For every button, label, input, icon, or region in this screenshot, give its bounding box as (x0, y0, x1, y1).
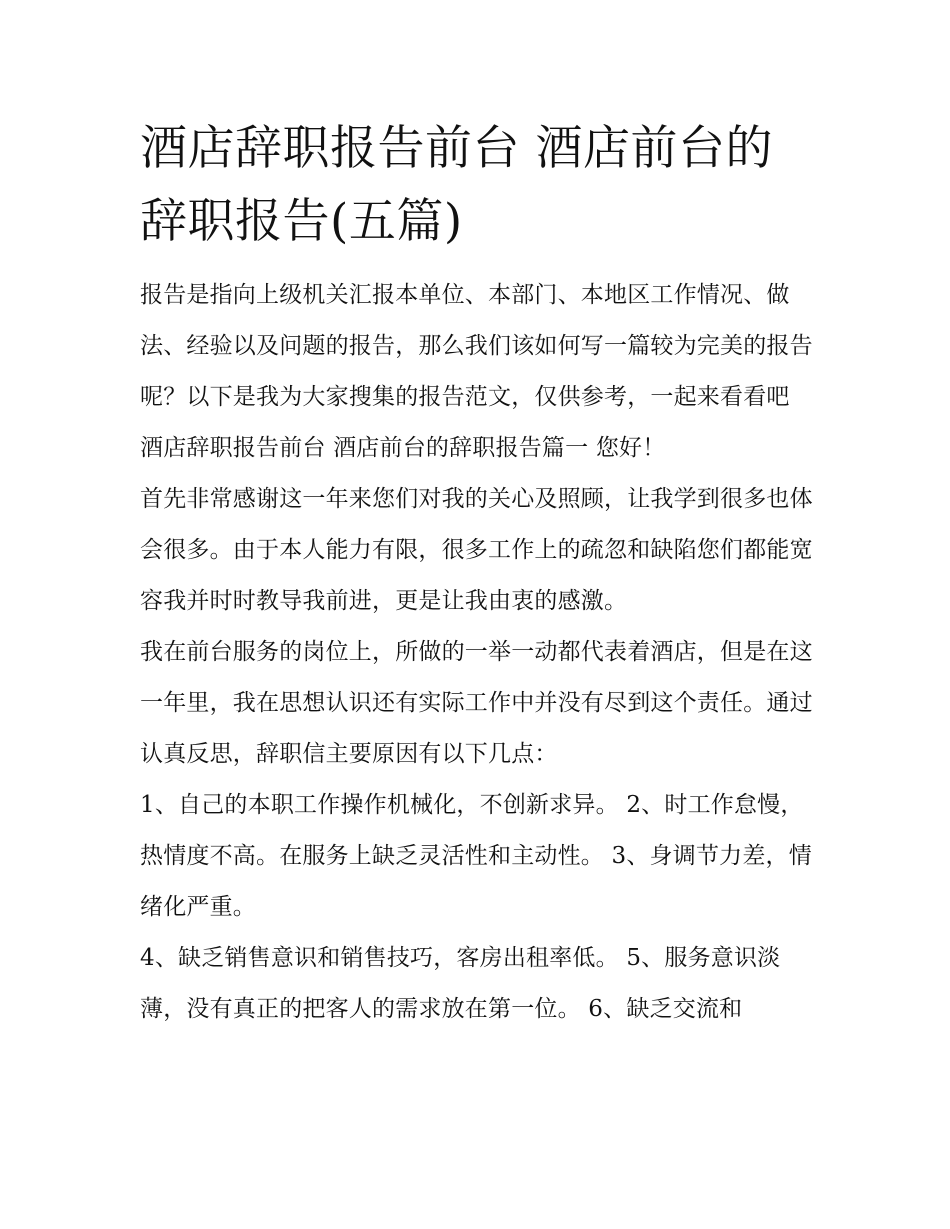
paragraph-thanks: 首先非常感谢这一年来您们对我的关心及照顾，让我学到很多也体会很多。由于本人能力有限，很多工作上的疏忽和缺陷您们都能宽容我并时时教导我前进，更是让我由衷的感激。 (140, 486, 813, 614)
paragraph-reflection: 我在前台服务的岗位上，所做的一举一动都代表着酒店，但是在这一年里，我在思想认识还有实际工作中并没有尽到这个责任。通过认真反思，辞职信主要原因有以下几点： (140, 639, 813, 767)
paragraph-intro: 报告是指向上级机关汇报本单位、本部门、本地区工作情况、做法、经验以及问题的报告，那么我们该如何写一篇较为完美的报告呢？以下是我为大家搜集的报告范文，仅供参考，一起来看看吧 (140, 282, 813, 410)
paragraph-reasons-1: 1、自己的本职工作操作机械化，不创新求异。 2、时工作怠慢，热情度不高。在服务上缺乏灵活性和主动性。 3、身调节力差，情绪化严重。 (140, 792, 812, 920)
paragraph-section-heading: 酒店辞职报告前台 酒店前台的辞职报告篇一 您好！ (140, 435, 666, 461)
document-page (140, 112, 816, 1035)
paragraph-reasons-2: 4、缺乏销售意识和销售技巧，客房出租率低。 5、服务意识淡薄，没有真正的把客人的需求放在第一位。 6、缺乏交流和 (140, 945, 781, 1022)
document-title: 酒店辞职报告前台 酒店前台的辞职报告(五篇) (140, 121, 773, 249)
